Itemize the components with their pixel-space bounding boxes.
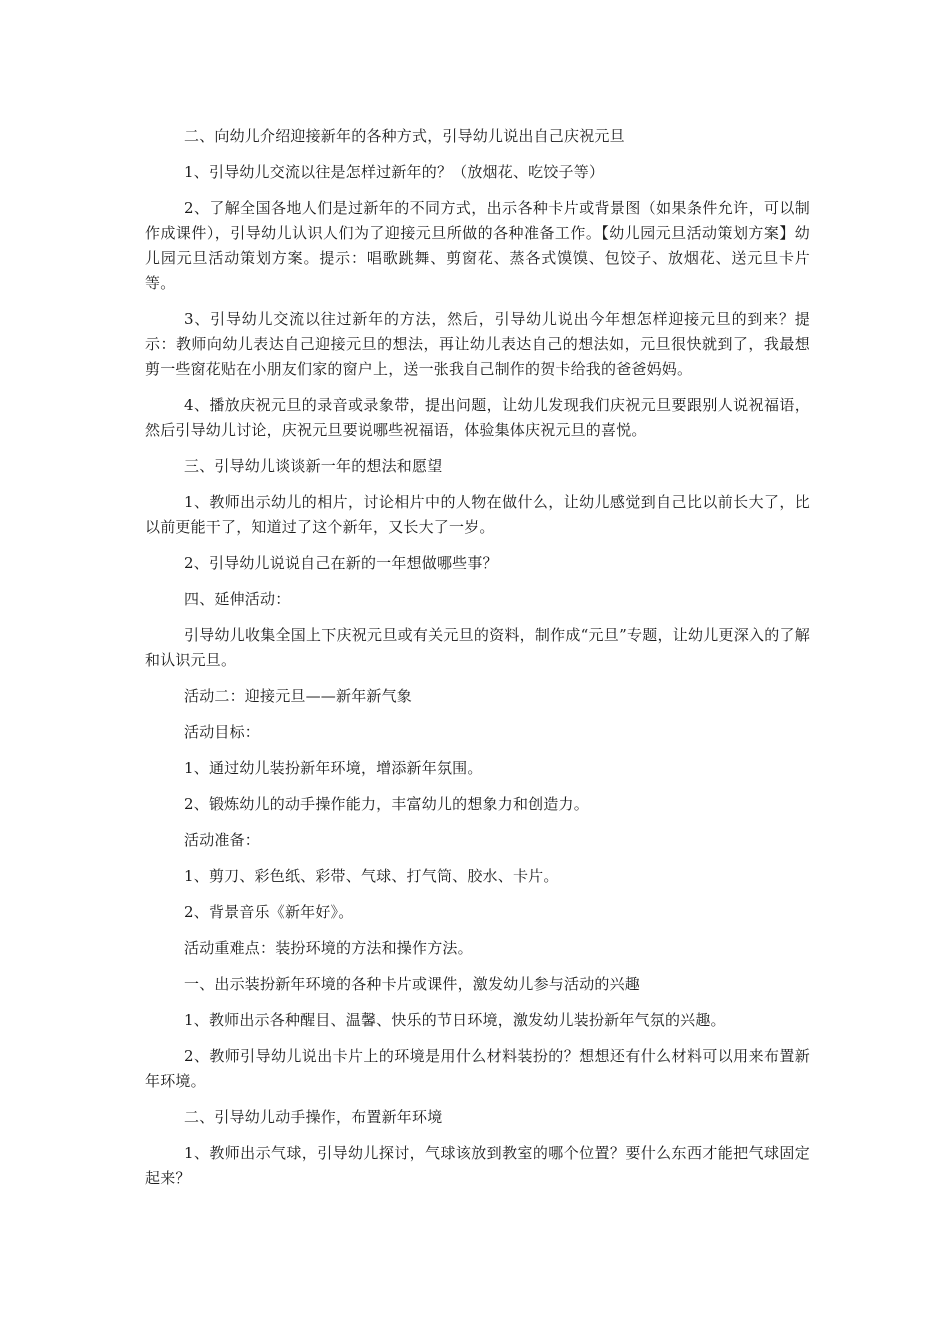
section-heading: 三、引导幼儿谈谈新一年的想法和愿望 [184,457,443,475]
paragraph: 2、了解全国各地人们是过新年的不同方式，出示各种卡片或背景图（如果条件允许，可以制作成课件），引导幼儿认识人们为了迎接元旦所做的各种准备工作。【幼儿园元旦活动策划方案】幼儿园元旦活动策划方案。提示：唱歌跳舞、剪窗花、蒸各式馍馍、包饺子、放烟花、送元旦卡片等。 [145,199,810,292]
section-heading: 四、延伸活动： [184,590,291,608]
paragraph: 活动重难点：装扮环境的方法和操作方法。 [184,939,473,957]
activity-title: 活动二：迎接元旦——新年新气象 [184,687,413,705]
paragraph: 1、教师出示幼儿的相片，讨论相片中的人物在做什么，让幼儿感觉到自己比以前长大了，比以前更能干了，知道过了这个新年，又长大了一岁。 [145,493,810,536]
section-heading: 活动目标： [184,723,261,741]
paragraph: 2、引导幼儿说说自己在新的一年想做哪些事？ [184,554,498,572]
paragraph: 1、引导幼儿交流以往是怎样过新年的？（放烟花、吃饺子等） [184,163,605,181]
section-heading: 一、出示装扮新年环境的各种卡片或课件，激发幼儿参与活动的兴趣 [184,975,641,993]
section-heading: 活动准备： [184,831,261,849]
section-heading: 二、向幼儿介绍迎接新年的各种方式，引导幼儿说出自己庆祝元旦 [184,127,625,145]
paragraph: 1、教师出示气球，引导幼儿探讨，气球该放到教室的哪个位置？要什么东西才能把气球固定起来？ [145,1144,810,1187]
paragraph: 2、背景音乐《新年好》。 [184,903,354,921]
paragraph: 4、播放庆祝元旦的录音或录象带，提出问题，让幼儿发现我们庆祝元旦要跟别人说祝福语，然后引导幼儿讨论，庆祝元旦要说哪些祝福语，体验集体庆祝元旦的喜悦。 [145,396,810,439]
document-body [145,124,810,1202]
paragraph: 2、教师引导幼儿说出卡片上的环境是用什么材料装扮的？想想还有什么材料可以用来布置新年环境。 [145,1047,810,1090]
section-heading: 二、引导幼儿动手操作，布置新年环境 [184,1108,443,1126]
paragraph: 引导幼儿收集全国上下庆祝元旦或有关元旦的资料，制作成“元旦”专题，让幼儿更深入的了解和认识元旦。 [145,626,810,669]
paragraph: 1、教师出示各种醒目、温馨、快乐的节日环境，激发幼儿装扮新年气氛的兴趣。 [184,1011,726,1029]
paragraph: 2、锻炼幼儿的动手操作能力，丰富幼儿的想象力和创造力。 [184,795,589,813]
paragraph: 3、引导幼儿交流以往过新年的方法，然后，引导幼儿说出今年想怎样迎接元旦的到来？提示：教师向幼儿表达自己迎接元旦的想法，再让幼儿表达自己的想法如，元旦很快就到了，我最想剪一些窗花贴在小朋友们家的窗户上，送一张我自己制作的贺卡给我的爸爸妈妈。 [145,310,810,378]
paragraph: 1、剪刀、彩色纸、彩带、气球、打气筒、胶水、卡片。 [184,867,559,885]
paragraph: 1、通过幼儿装扮新年环境，增添新年氛围。 [184,759,483,777]
